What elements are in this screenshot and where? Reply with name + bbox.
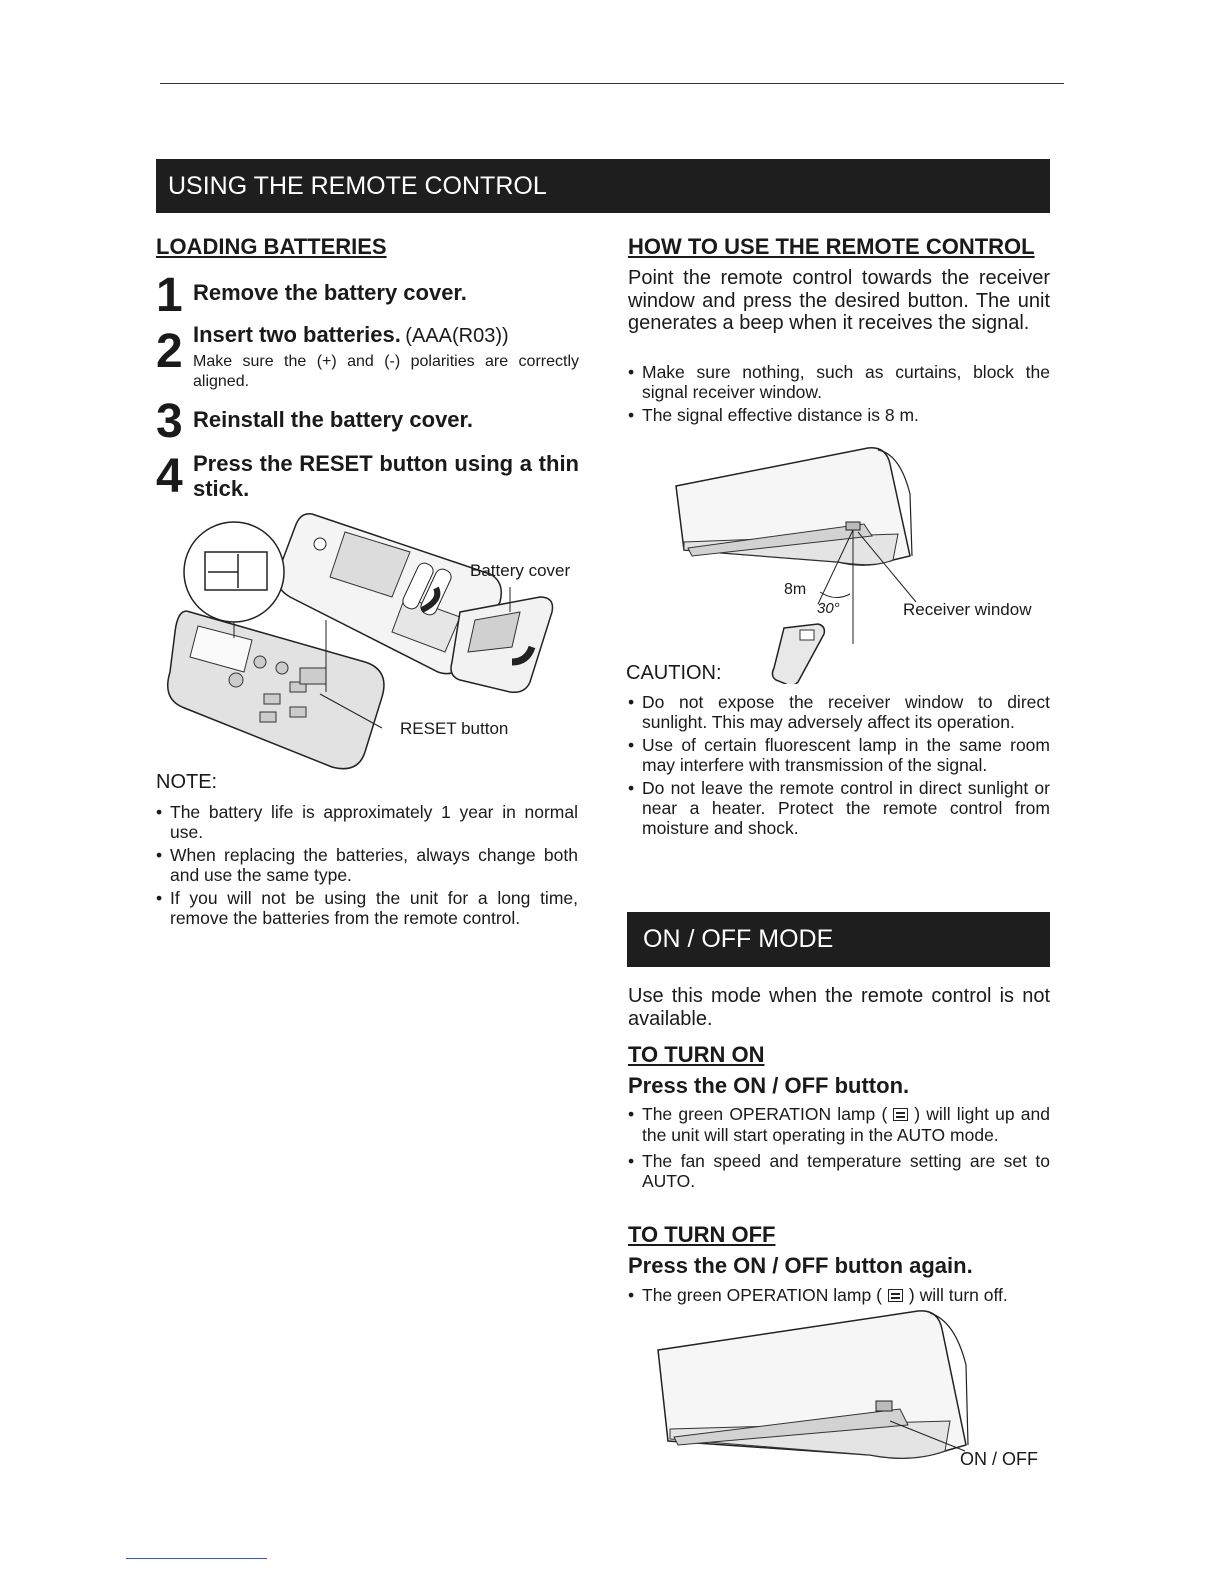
turn-off-item-text-end: ) will turn off.	[908, 1285, 1008, 1305]
turn-on-action: Press the ON / OFF button.	[628, 1073, 910, 1098]
turn-off-heading: TO TURN OFF	[628, 1222, 776, 1247]
reset-button-label: RESET button	[400, 719, 509, 738]
top-rule	[160, 83, 1064, 84]
bottom-link-rule	[126, 1558, 267, 1559]
step-1-text: Remove the battery cover.	[193, 280, 467, 305]
turn-on-item	[628, 1104, 1050, 1146]
battery-loading-figure	[160, 502, 590, 782]
turn-off-item-text: The green OPERATION lamp (	[642, 1285, 882, 1305]
receiver-window-label: Receiver window	[903, 600, 1032, 619]
turn-on-item: • The fan speed and temperature setting are set to AUTO.	[628, 1151, 1050, 1191]
how-to-use-heading: HOW TO USE THE REMOTE CONTROL	[628, 234, 1035, 259]
how-to-use-list	[628, 362, 1050, 428]
section-title: ON / OFF MODE	[643, 925, 834, 953]
loading-batteries-heading: LOADING BATTERIES	[156, 234, 387, 259]
on-off-intro: Use this mode when the remote control is not available.	[628, 985, 1050, 1030]
on-off-label: ON / OFF	[960, 1449, 1038, 1469]
turn-off-item	[628, 1285, 1064, 1305]
step-1-number: 1	[156, 269, 183, 322]
turn-on-item-1-text-end: ) will light up and the unit will start operating in the AUTO mode.	[642, 1104, 1050, 1145]
step-4-number: 4	[156, 450, 183, 503]
receiver-window-figure	[668, 444, 928, 684]
caution-list	[628, 692, 1050, 841]
caution-item: • Do not leave the remote control in direct sunlight or near a heater. Protect the remote control from moisture and shock.	[628, 778, 1050, 838]
note-item: • When replacing the batteries, always change both and use the same type.	[156, 845, 578, 885]
step-2-text: Insert two batteries.	[193, 322, 401, 347]
how-to-item: • The signal effective distance is 8 m.	[628, 405, 1050, 425]
step-3-text: Reinstall the battery cover.	[193, 407, 473, 432]
note-item: • The battery life is approximately 1 year in normal use.	[156, 802, 578, 842]
battery-cover-label: Battery cover	[470, 561, 571, 580]
step-2-block	[193, 322, 579, 392]
turn-on-heading: TO TURN ON	[628, 1042, 765, 1067]
section-banner-remote-control	[156, 159, 1050, 213]
operation-lamp-icon	[893, 1108, 908, 1121]
note-item: • If you will not be using the unit for a long time, remove the batteries from the remote control.	[156, 888, 578, 928]
step-2-detail: Make sure the (+) and (-) polarities are correctly aligned.	[193, 353, 579, 390]
turn-on-item-1-text: The green OPERATION lamp (	[642, 1104, 888, 1124]
how-to-item: • Make sure nothing, such as curtains, block the signal receiver window.	[628, 362, 1050, 402]
turn-on-list	[628, 1104, 1050, 1194]
step-2-number: 2	[156, 325, 183, 378]
angle-label: 30°	[817, 600, 840, 617]
step-4-text: Press the RESET button using a thin stick.	[193, 451, 579, 501]
how-to-use-body: Point the remote control towards the receiver window and press the desired button. The unit generates a beep when it receives the signal.	[628, 267, 1050, 334]
turn-off-action: Press the ON / OFF button again.	[628, 1253, 973, 1278]
caution-heading: CAUTION:	[626, 662, 722, 684]
section-title: USING THE REMOTE CONTROL	[168, 171, 547, 200]
on-off-button-figure	[650, 1305, 980, 1495]
caution-item: • Do not expose the receiver window to direct sunlight. This may adversely affect its operation.	[628, 692, 1050, 732]
caution-item: • Use of certain fluorescent lamp in the same room may interfere with transmission of the signal.	[628, 735, 1050, 775]
note-heading: NOTE:	[156, 771, 218, 793]
step-2-battery-type: (AAA(R03))	[405, 325, 509, 347]
section-banner-on-off-mode	[627, 912, 1050, 967]
step-3-number: 3	[156, 395, 183, 448]
distance-label: 8m	[784, 581, 807, 598]
note-list	[156, 802, 578, 931]
operation-lamp-icon	[888, 1289, 903, 1302]
